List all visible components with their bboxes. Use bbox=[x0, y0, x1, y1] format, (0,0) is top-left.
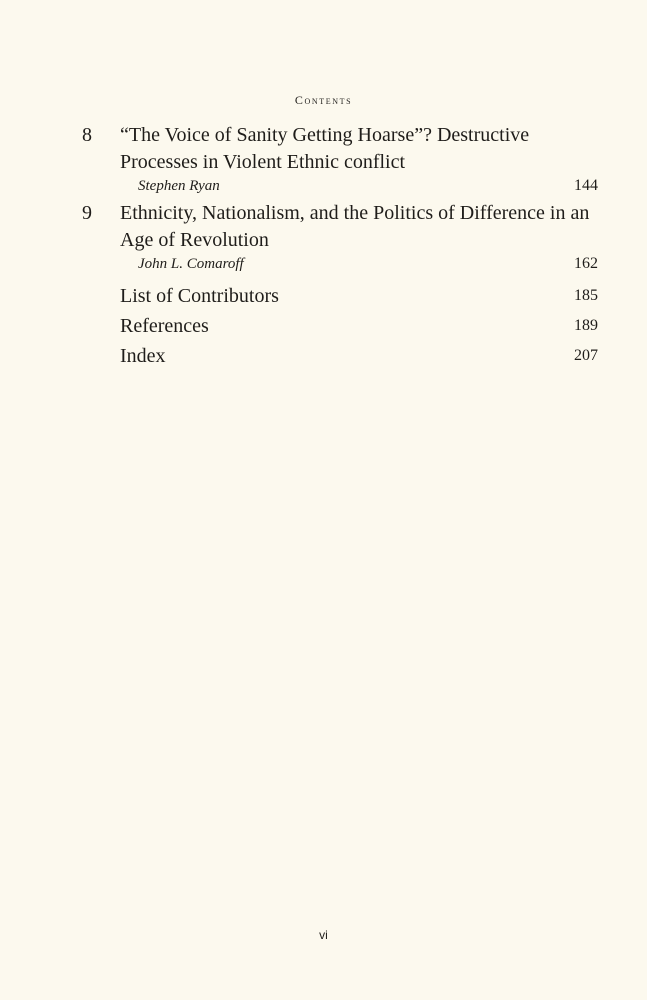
page-number: 185 bbox=[574, 287, 598, 304]
chapter-title: Ethnicity, Nationalism, and the Politics of Difference in an Age of Revolution bbox=[120, 202, 590, 251]
running-head: Contents bbox=[294, 93, 353, 107]
page-number: 162 bbox=[574, 255, 598, 272]
chapter-title: “The Voice of Sanity Getting Hoarse”? Destructive Processes in Violent Ethnic conflict bbox=[120, 124, 530, 173]
chapter-number: 9 bbox=[82, 202, 92, 224]
entry-label: List of Contributors bbox=[120, 285, 279, 307]
entry-label: Index bbox=[120, 345, 166, 367]
toc-entry-references bbox=[120, 311, 598, 341]
toc-entry-chapter-9 bbox=[82, 200, 598, 281]
page-number: 189 bbox=[574, 317, 598, 334]
page-folio: vi bbox=[319, 928, 328, 942]
toc-entry-index bbox=[120, 341, 598, 371]
chapter-author: John L. Comaroff bbox=[138, 256, 244, 272]
page-number: 144 bbox=[574, 177, 598, 194]
table-of-contents bbox=[82, 122, 598, 371]
entry-label: References bbox=[120, 315, 209, 337]
toc-entry-chapter-8 bbox=[82, 122, 598, 200]
author-row bbox=[138, 176, 598, 198]
chapter-number: 8 bbox=[82, 124, 92, 146]
chapter-author: Stephen Ryan bbox=[138, 178, 220, 194]
author-row bbox=[138, 254, 598, 276]
page-number: 207 bbox=[574, 347, 598, 364]
toc-entry-list-of-contributors bbox=[120, 281, 598, 311]
